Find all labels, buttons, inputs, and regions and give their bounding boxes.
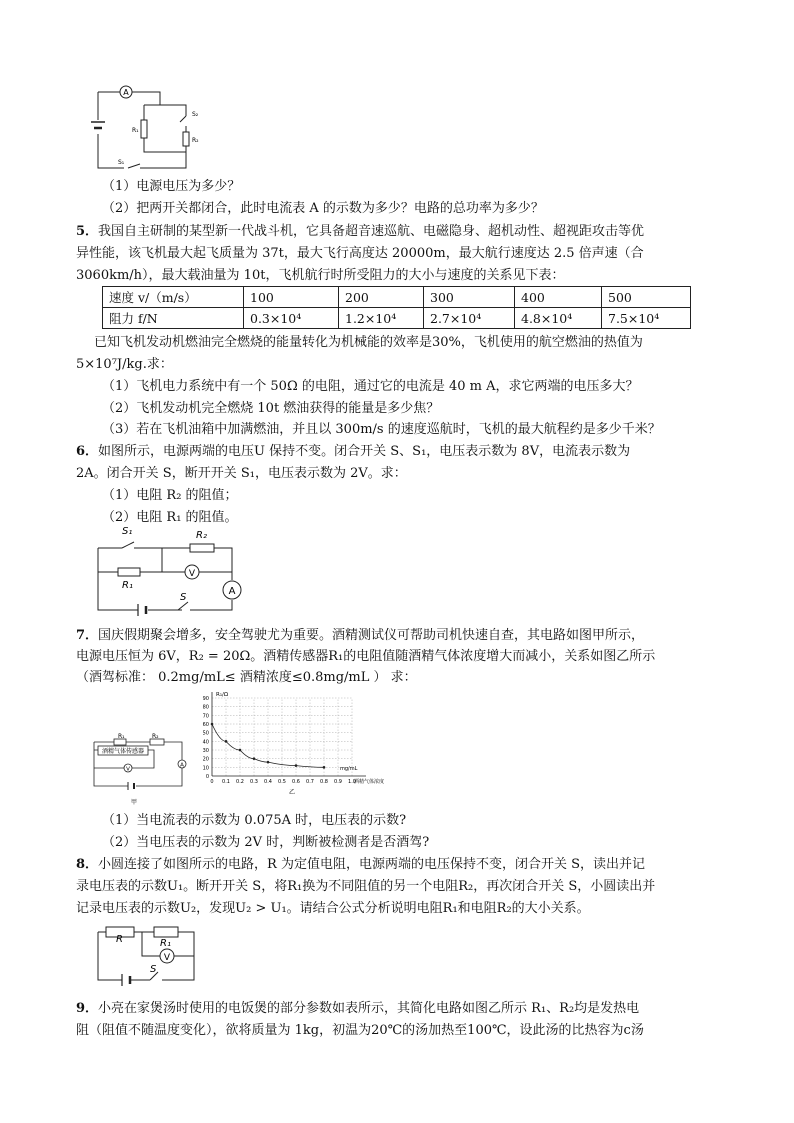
r1-label: R₁ — [160, 938, 171, 949]
q8-intro-line1: 8．小圆连接了如图所示的电路，R 为定值电阻，电源两端的电压保持不变，闭合开关 S，读出并记 — [76, 857, 646, 872]
q5-info-line1: 已知飞机发动机燃油完全燃烧的能量转化为机械能的效率是30%，飞机使用的航空燃油的热值为 — [94, 335, 643, 350]
y-tick-label: 0 — [205, 774, 209, 780]
y-tick-label: 70 — [202, 713, 209, 720]
resistor-r2 — [183, 132, 189, 146]
x-tick-label: 0.1 — [222, 779, 230, 785]
data-point — [295, 764, 298, 767]
y-tick-label: 40 — [202, 739, 209, 746]
x-tick-label: 0 — [210, 779, 214, 785]
y-axis-label: R₁/Ω — [216, 692, 229, 698]
q5-number: 5． — [76, 224, 99, 239]
q4-sub2: （2）把两开关都闭合，此时电流表 A 的示数为多少？电路的总功率为多少？ — [102, 201, 544, 216]
table-cell: 100 — [244, 287, 339, 308]
r1-label: R₁ — [122, 580, 133, 591]
q6-number: 6． — [76, 444, 99, 459]
q7-intro-line3: （酒驾标准： 0.2mg/mL≤ 酒精浓度≤0.8mg/mL ） 求： — [76, 670, 417, 685]
table-cell: 500 — [602, 287, 691, 308]
table-cell: 阻力 f/N — [103, 308, 244, 329]
q8-intro-line2: 录电压表的示数U₁。断开开关 S，将R₁换为不同阻值的另一个电阻R₂，再次闭合开关 S，小圆读出并 — [76, 879, 656, 894]
resistor-r1 — [141, 120, 147, 138]
table-row — [103, 287, 691, 308]
ammeter-label: A — [123, 88, 129, 97]
y-tick-label: 90 — [202, 696, 209, 702]
table-row — [103, 308, 691, 329]
table-cell: 0.3×10⁴ — [244, 308, 339, 329]
ammeter-label: A — [180, 762, 184, 769]
q8-circuit-figure — [92, 920, 202, 990]
q5-intro-line3: 3060km/h），最大载油量为 10t，飞机航行时所受阻力的大小与速度的关系见下表： — [76, 268, 565, 283]
r2-label: R₂ — [192, 137, 199, 144]
q7-sub1: （1）当电流表的示数为 0.075A 时，电压表的示数? — [102, 813, 407, 828]
q5-sub3: （3）若在飞机油箱中加满燃油，并且以 300m/s 的速度巡航时，飞机的最大航程约是多少千米？ — [102, 422, 661, 437]
q5-intro-line1: 5．我国自主研制的某型新一代战斗机，它具备超音速巡航、电磁隐身、超机动性、超视距攻击等优 — [76, 224, 645, 239]
alcohol-resistance-chart — [196, 690, 386, 808]
r1-label: R₁ — [132, 127, 139, 134]
y-tick-label: 10 — [202, 765, 209, 772]
ammeter-label: A — [228, 586, 236, 597]
figure-caption-yi: 乙 — [288, 789, 296, 796]
x-tick-label: 0.2 — [236, 779, 244, 785]
switch-s-label: S — [150, 964, 157, 975]
switch-s1-label: S₁ — [122, 526, 133, 537]
table-cell: 300 — [424, 287, 515, 308]
q6-sub2: （2）电阻 R₁ 的阻值。 — [102, 510, 238, 525]
x-tick-label: 0.7 — [306, 779, 314, 785]
x-tick-label: 0.4 — [264, 779, 272, 785]
table-cell: 200 — [339, 287, 424, 308]
y-tick-label: 60 — [202, 722, 209, 728]
x-axis-unit: mg/mL — [340, 766, 358, 772]
r2-label: R₂ — [196, 530, 207, 541]
q4-sub1: （1）电源电压为多少？ — [102, 179, 241, 194]
r1-label: R₁ — [118, 733, 125, 740]
q7-circuit-figure-jia — [90, 728, 190, 808]
x-axis-label: 酒精气体浓度 — [354, 779, 385, 785]
q9-intro-line1: 9．小亮在家煲汤时使用的电饭煲的部分参数如表所示，其简化电路如图乙所示 R₁、R₂均是发热电 — [76, 1001, 640, 1016]
x-tick-label: 0.8 — [320, 779, 328, 785]
r2-label: R₂ — [152, 733, 159, 740]
q5-sub1: （1）飞机电力系统中有一个 50Ω 的电阻，通过它的电流是 40 m A，求它两端的电压多大？ — [102, 379, 639, 394]
table-cell: 速度 v/（m/s） — [103, 287, 244, 308]
table-cell: 400 — [515, 287, 602, 308]
x-tick-label: 1.0 — [348, 779, 356, 785]
table-cell: 2.7×10⁴ — [424, 308, 515, 329]
table-cell: 1.2×10⁴ — [339, 308, 424, 329]
q6-circuit-figure — [92, 520, 242, 616]
q7-sub2: （2）当电压表的示数为 2V 时，判断被检测者是否酒驾? — [102, 835, 430, 850]
switch-s-label: S — [180, 592, 187, 603]
q4-circuit-figure — [88, 80, 208, 180]
q5-intro-line2: 异性能，该飞机最大起飞质量为 37t，最大飞行高度达 20000m，最大航行速度达 2.5 倍声速（合 — [76, 246, 644, 261]
switch-s1-label: S₁ — [118, 159, 125, 166]
y-tick-label: 80 — [202, 704, 209, 711]
voltmeter-label: V — [188, 569, 196, 579]
x-tick-label: 0.5 — [278, 779, 286, 785]
q7-number: 7． — [76, 628, 99, 643]
q5-sub2: （2）飞机发动机完全燃烧 10t 燃油获得的能量是多少焦？ — [102, 401, 440, 416]
data-point — [267, 761, 270, 764]
voltmeter-label: V — [163, 953, 171, 963]
voltmeter-label: V — [126, 766, 130, 773]
data-point — [211, 723, 214, 726]
q5-info-line2: 5×10⁷J/kg.求： — [76, 357, 173, 372]
table-cell: 4.8×10⁴ — [515, 308, 602, 329]
r-label: R — [116, 934, 123, 945]
resistor-r2 — [190, 544, 214, 552]
q7-intro-line1: 7．国庆假期聚会增多，安全驾驶尤为重要。酒精测试仪可帮助司机快速自查，其电路如图甲所示， — [76, 628, 645, 643]
x-tick-label: 0.3 — [250, 779, 258, 785]
switch-s2-label: S₂ — [192, 111, 199, 118]
resistor-r1 — [118, 568, 140, 576]
alcohol-sensor-label: 酒精气体传感器 — [101, 748, 145, 755]
x-tick-label: 0.9 — [334, 779, 342, 785]
figure-caption-jia: 甲 — [130, 799, 138, 806]
resistor-r1 — [154, 927, 178, 937]
y-tick-label: 20 — [202, 756, 209, 763]
data-point — [253, 757, 256, 760]
table-cell: 7.5×10⁴ — [602, 308, 691, 329]
q6-sub1: （1）电阻 R₂ 的阻值； — [102, 488, 238, 503]
q8-number: 8． — [76, 857, 99, 872]
q6-intro-line2: 2A。闭合开关 S，断开开关 S₁，电压表示数为 2V。求： — [76, 466, 407, 481]
q9-number: 9． — [76, 1001, 99, 1016]
q6-intro-line1: 6．如图所示，电源两端的电压U 保持不变。闭合开关 S、S₁，电压表示数为 8V，电流表示数为 — [76, 444, 631, 459]
q8-intro-line3: 记录电压表的示数U₂，发现U₂ > U₁。请结合公式分析说明电阻R₁和电阻R₂的大小关系。 — [76, 901, 590, 916]
y-tick-label: 30 — [202, 748, 209, 754]
y-tick-label: 50 — [202, 730, 209, 737]
q7-intro-line2: 电源电压恒为 6V，R₂ = 20Ω。酒精传感器R₁的电阻值随酒精气体浓度增大而减小，关系如图乙所示 — [76, 649, 656, 664]
x-tick-label: 0.6 — [292, 779, 300, 785]
q9-intro-line2: 阻（阻值不随温度变化），欲将质量为 1kg，初温为20℃的汤加热至100℃，设此汤的比热容为c汤 — [76, 1023, 644, 1038]
data-point — [239, 749, 242, 752]
data-point — [225, 740, 228, 743]
data-point — [323, 766, 326, 769]
speed-drag-table — [102, 286, 691, 329]
